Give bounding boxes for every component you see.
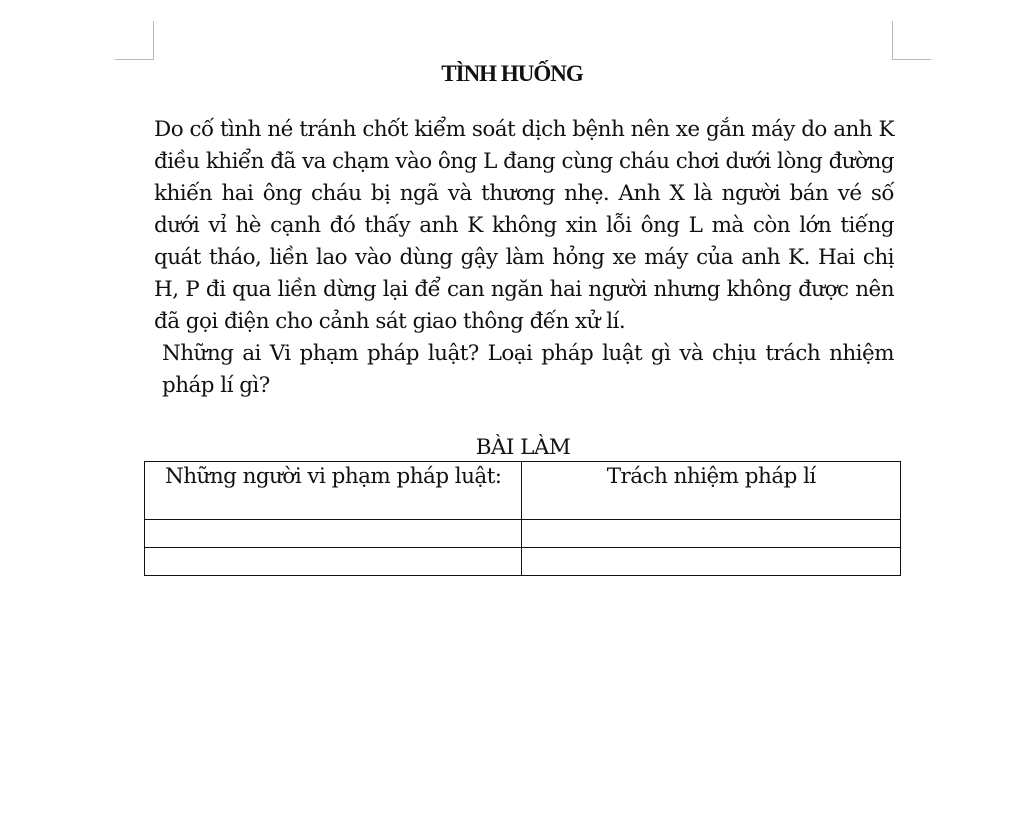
question-paragraph: Những ai Vi phạm pháp luật? Loại pháp luật gì và chịu trách nhiệm pháp lí gì? [162,341,894,398]
margin-corner-top-right [892,21,931,60]
table-cell[interactable] [145,548,522,576]
table-cell[interactable] [522,548,901,576]
table-cell[interactable] [522,520,901,548]
work-heading: BÀI LÀM [475,435,571,460]
scenario-paragraph: Do cố tình né tránh chốt kiểm soát dịch bệnh nên xe gắn máy do anh K điều khiển đã va chạm vào ông L đang cùng cháu chơi dưới lòng đường khiến hai ông cháu bị ngã và thương nhẹ. Anh X là người bán vé số dưới vỉ hè cạnh đó thấy anh K không xin lỗi ông L mà còn lớn tiếng quát tháo, liền lao vào dùng gậy làm hỏng xe máy của anh K. Hai chị H, P đi qua liền dừng lại để can ngăn hai người nhưng không được nên đã gọi điện cho cảnh sát giao thông đến xử lí. [154,117,894,334]
table-cell[interactable] [145,520,522,548]
legal-responsibility-header: Trách nhiệm pháp lí [522,462,901,520]
table-header-row [145,462,901,520]
table-row [145,548,901,576]
table-row [145,520,901,548]
document-title: TÌNH HUỐNG [441,61,583,86]
answer-table [144,461,901,576]
margin-corner-top-left [115,21,154,60]
document-body [154,114,894,402]
violators-header: Những người vi phạm pháp luật: [145,462,522,520]
